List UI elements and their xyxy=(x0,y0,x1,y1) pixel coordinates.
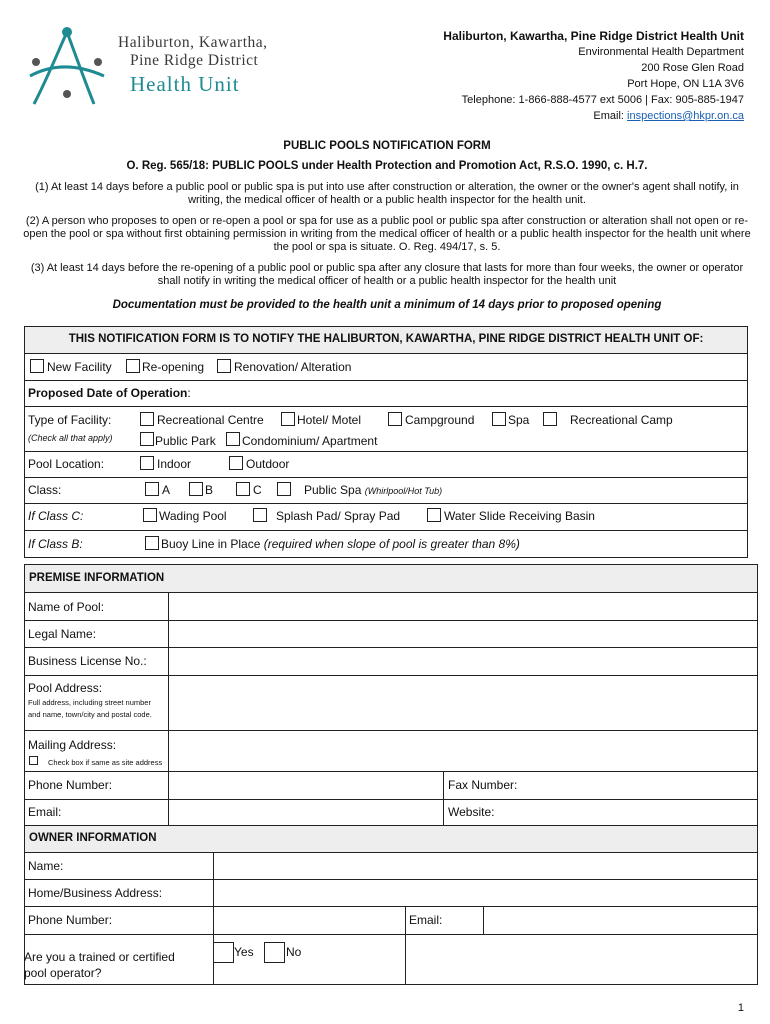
recreational-centre-checkbox[interactable] xyxy=(140,412,154,426)
phone-fax: Telephone: 1-866-888-4577 ext 5006 | Fax: 905-885-1947 xyxy=(461,94,744,106)
buoy-line-checkbox[interactable] xyxy=(145,536,159,550)
form-title: PUBLIC POOLS NOTIFICATION FORM xyxy=(283,140,491,152)
owner-phone-field[interactable] xyxy=(215,907,404,933)
public-spa-checkbox[interactable] xyxy=(277,482,291,496)
owner-address-label: Home/Business Address: xyxy=(28,886,163,900)
business-license-field[interactable] xyxy=(170,648,756,674)
premise-phone-field[interactable] xyxy=(170,772,442,798)
trained-yes-label: Yes xyxy=(234,945,254,959)
splash-pad-checkbox[interactable] xyxy=(253,508,267,522)
premise-phone-label: Phone Number: xyxy=(28,778,113,792)
logo-line-2: Pine Ridge District xyxy=(130,52,259,69)
paragraph-1: (1) At least 14 days before a public pool or public spa is put into use after construction or alteration, the owner or the owner's agent shall notify, in writing, the medical officer of health or a public health inspector for the health unit. xyxy=(35,181,739,206)
water-slide-checkbox[interactable] xyxy=(427,508,441,522)
outdoor-checkbox[interactable] xyxy=(229,456,243,470)
indoor-label: Indoor xyxy=(157,457,192,471)
if-class-b-label: If Class B: xyxy=(28,537,83,551)
pool-address-label: Pool Address: xyxy=(28,681,103,695)
class-label: Class: xyxy=(28,483,62,497)
street-address: 200 Rose Glen Road xyxy=(641,62,744,74)
trained-operator-label: Are you a trained or certified pool operator? xyxy=(24,950,175,980)
owner-email-label: Email: xyxy=(409,913,443,927)
premise-email-field[interactable] xyxy=(170,800,442,826)
new-facility-label: New Facility xyxy=(47,360,112,374)
pool-name-field[interactable] xyxy=(170,594,756,619)
campground-label: Campground xyxy=(405,413,475,427)
owner-email-field[interactable] xyxy=(485,907,756,933)
logo-mark-icon xyxy=(22,24,112,114)
recreational-centre-label: Recreational Centre xyxy=(157,413,264,427)
documentation-notice: Documentation must be provided to the health unit a minimum of 14 days prior to proposed opening xyxy=(112,299,662,311)
website-label: Website: xyxy=(448,805,495,819)
email-line xyxy=(443,108,744,124)
hotel-motel-checkbox[interactable] xyxy=(281,412,295,426)
premise-heading-bar xyxy=(25,565,757,593)
recreational-camp-checkbox[interactable] xyxy=(543,412,557,426)
legal-name-field[interactable] xyxy=(170,621,756,646)
owner-name-label: Name: xyxy=(28,859,64,873)
buoy-line-label: Buoy Line in Place (required when slope of pool is greater than 8%) xyxy=(161,537,520,551)
paragraph-3: (3) At least 14 days before the re-opening of a public pool or public spa after any closure that lasts for more than four weeks, the owner or operator shall notify in writing the medical officer of health or a public health inspector for the health unit xyxy=(30,262,744,287)
owner-heading: OWNER INFORMATION xyxy=(29,832,157,844)
email-label: Email: xyxy=(593,110,628,122)
reopening-label: Re-opening xyxy=(142,360,205,374)
new-facility-checkbox[interactable] xyxy=(30,359,44,373)
paragraph-2: (2) A person who proposes to open or re-open a pool or spa for use as a public pool or public spa after construction or alteration shall not open or re-open the pool or spa without first obtaining permission in writing from the medical officer of health or a public health inspector for the health unit where the pool or spa is situate. O. Reg. 494/17, s. 5. xyxy=(23,215,751,253)
notify-heading-bar xyxy=(25,327,747,354)
pool-address-field[interactable] xyxy=(170,676,756,729)
same-address-note: Check box if same as site address xyxy=(48,758,163,767)
class-b-checkbox[interactable] xyxy=(189,482,203,496)
same-address-checkbox[interactable] xyxy=(29,756,38,765)
wading-pool-label: Wading Pool xyxy=(159,509,227,523)
logo-line-3: Health Unit xyxy=(130,72,240,96)
trained-yes-checkbox[interactable] xyxy=(213,942,234,963)
campground-checkbox[interactable] xyxy=(388,412,402,426)
class-a-label: A xyxy=(162,483,171,497)
wading-pool-checkbox[interactable] xyxy=(143,508,157,522)
trained-no-label: No xyxy=(286,945,302,959)
pool-location-label: Pool Location: xyxy=(28,457,105,471)
header-contact xyxy=(443,28,744,124)
indoor-checkbox[interactable] xyxy=(140,456,154,470)
spa-checkbox[interactable] xyxy=(492,412,506,426)
logo-line-1: Haliburton, Kawartha, xyxy=(118,34,268,51)
owner-heading-bar xyxy=(25,826,757,853)
mailing-address-label: Mailing Address: xyxy=(28,738,117,752)
if-class-c-label: If Class C: xyxy=(28,509,84,523)
splash-pad-label: Splash Pad/ Spray Pad xyxy=(276,509,401,523)
notify-heading: THIS NOTIFICATION FORM IS TO NOTIFY THE HALIBURTON, KAWARTHA, PINE RIDGE DISTRICT HEALTH UNIT OF: xyxy=(68,333,704,345)
page-number: 1 xyxy=(737,1002,744,1014)
mailing-address-field[interactable] xyxy=(170,731,756,770)
condominium-checkbox[interactable] xyxy=(226,432,240,446)
regulation-title: O. Reg. 565/18: PUBLIC POOLS under Health Protection and Promotion Act, R.S.O. 1990, c. H.7. xyxy=(126,160,648,172)
spa-label: Spa xyxy=(508,413,530,427)
owner-name-field[interactable] xyxy=(215,854,756,878)
renovation-checkbox[interactable] xyxy=(217,359,231,373)
class-c-label: C xyxy=(253,483,262,497)
reopening-checkbox[interactable] xyxy=(126,359,140,373)
class-a-checkbox[interactable] xyxy=(145,482,159,496)
address-note-2: and name, town/city and postal code. xyxy=(28,710,152,719)
premise-heading: PREMISE INFORMATION xyxy=(29,572,165,584)
org-name: Haliburton, Kawartha, Pine Ridge District Health Unit xyxy=(443,29,744,43)
fax-label: Fax Number: xyxy=(448,778,518,792)
public-park-checkbox[interactable] xyxy=(140,432,154,446)
address-note-1: Full address, including street number xyxy=(28,698,151,707)
recreational-camp-label: Recreational Camp xyxy=(570,413,673,427)
public-spa-label: Public Spa (Whirlpool/Hot Tub) xyxy=(304,483,443,497)
legal-name-label: Legal Name: xyxy=(28,627,97,641)
trained-no-checkbox[interactable] xyxy=(264,942,285,963)
class-b-label: B xyxy=(205,483,214,497)
pool-name-label: Name of Pool: xyxy=(28,600,105,614)
health-unit-logo xyxy=(22,24,282,114)
type-of-facility-label: Type of Facility: xyxy=(28,413,112,427)
premise-email-label: Email: xyxy=(28,805,62,819)
owner-phone-label: Phone Number: xyxy=(28,913,113,927)
outdoor-label: Outdoor xyxy=(246,457,290,471)
email-link[interactable]: inspections@hkpr.on.ca xyxy=(627,110,744,122)
business-license-label: Business License No.: xyxy=(28,654,147,668)
owner-address-field[interactable] xyxy=(215,880,756,905)
public-park-label: Public Park xyxy=(155,434,216,448)
logo-wordmark xyxy=(118,34,268,97)
city-address: Port Hope, ON L1A 3V6 xyxy=(627,78,744,90)
proposed-date-label: Proposed Date of Operation: xyxy=(28,386,191,400)
type-note: (Check all that apply) xyxy=(28,433,113,443)
hotel-motel-label: Hotel/ Motel xyxy=(297,413,362,427)
class-c-checkbox[interactable] xyxy=(236,482,250,496)
condominium-label: Condominium/ Apartment xyxy=(242,434,378,448)
dept-name: Environmental Health Department xyxy=(578,46,744,58)
water-slide-label: Water Slide Receiving Basin xyxy=(444,509,595,523)
renovation-label: Renovation/ Alteration xyxy=(234,360,352,374)
